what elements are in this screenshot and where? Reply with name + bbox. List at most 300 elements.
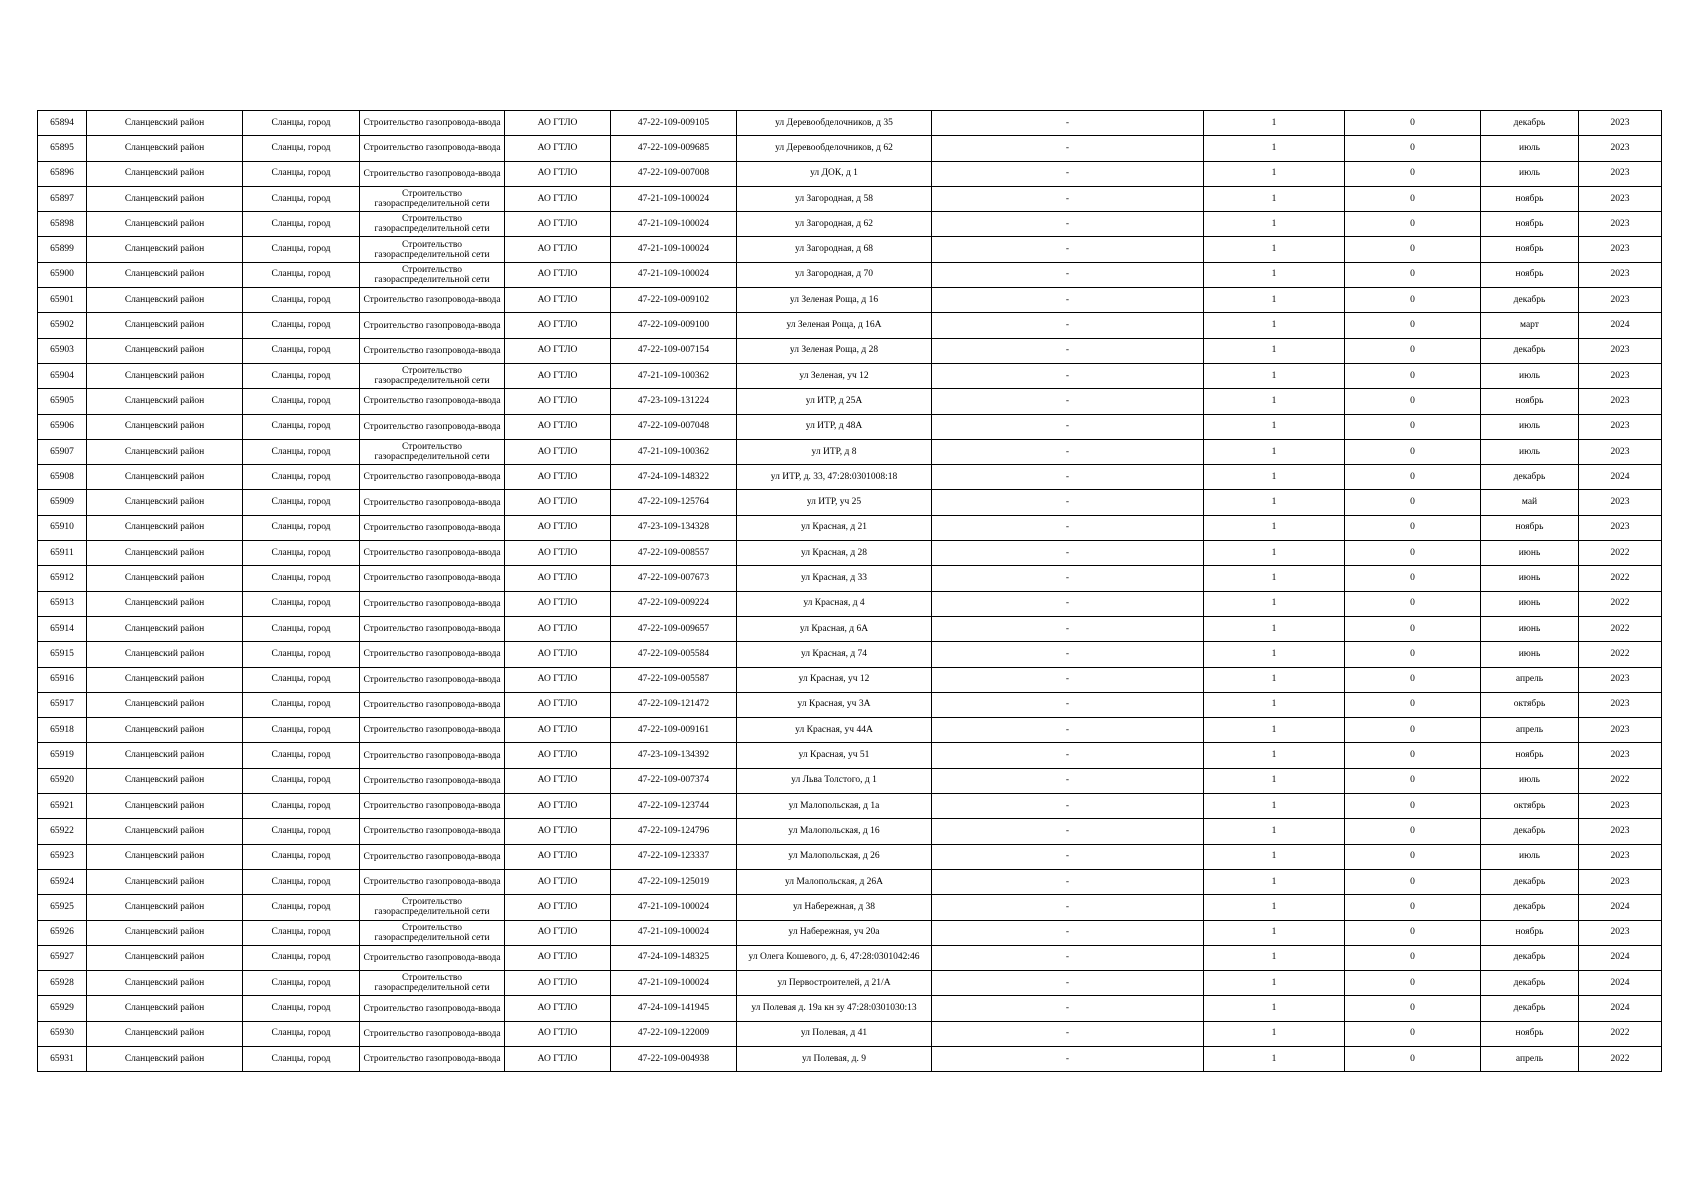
object-code-cell: 47-22-109-125019 [611,869,737,894]
table-row [38,869,1662,894]
district-cell: Сланцевский район [87,288,243,313]
work-type-cell: Строительство газопровода-ввода [360,869,505,894]
month-cell: апрель [1481,1046,1579,1071]
work-type-cell: Строительство газопровода-ввода [360,541,505,566]
month-cell: июнь [1481,642,1579,667]
district-cell: Сланцевский район [87,363,243,388]
month-cell: декабрь [1481,338,1579,363]
row-number-cell: 65903 [38,338,87,363]
work-type-cell: Строительство газопровода-ввода [360,1046,505,1071]
object-code-cell: 47-22-109-123337 [611,844,737,869]
row-number-cell: 65906 [38,414,87,439]
year-cell: 2022 [1579,1046,1662,1071]
settlement-cell: Сланцы, город [243,161,360,186]
year-cell: 2024 [1579,895,1662,920]
table-row [38,718,1662,743]
district-cell: Сланцевский район [87,844,243,869]
work-type-cell: Строительство газораспределительной сети [360,262,505,287]
zero-cell: 0 [1345,363,1481,388]
table-row [38,667,1662,692]
zero-cell: 0 [1345,490,1481,515]
district-cell: Сланцевский район [87,819,243,844]
note-cell: - [932,743,1204,768]
work-type-cell: Строительство газопровода-ввода [360,414,505,439]
address-cell: ул ДОК, д 1 [737,161,932,186]
address-cell: ул Красная, уч 44А [737,718,932,743]
month-cell: ноябрь [1481,515,1579,540]
address-cell: ул Красная, д 4 [737,591,932,616]
address-cell: ул Льва Толстого, д 1 [737,768,932,793]
settlement-cell: Сланцы, город [243,389,360,414]
count-cell: 1 [1204,895,1345,920]
work-type-cell: Строительство газопровода-ввода [360,338,505,363]
settlement-cell: Сланцы, город [243,996,360,1021]
count-cell: 1 [1204,262,1345,287]
note-cell: - [932,363,1204,388]
month-cell: июнь [1481,541,1579,566]
district-cell: Сланцевский район [87,161,243,186]
zero-cell: 0 [1345,566,1481,591]
settlement-cell: Сланцы, город [243,237,360,262]
note-cell: - [932,642,1204,667]
note-cell: - [932,718,1204,743]
table-row [38,186,1662,211]
zero-cell: 0 [1345,869,1481,894]
month-cell: декабрь [1481,895,1579,920]
organization-cell: АО ГТЛО [505,111,611,136]
work-type-cell: Строительство газораспределительной сети [360,363,505,388]
object-code-cell: 47-23-109-134328 [611,515,737,540]
settlement-cell: Сланцы, город [243,439,360,464]
object-code-cell: 47-21-109-100024 [611,971,737,996]
row-number-cell: 65904 [38,363,87,388]
table-row [38,212,1662,237]
count-cell: 1 [1204,692,1345,717]
address-cell: ул Красная, д 21 [737,515,932,540]
row-number-cell: 65917 [38,692,87,717]
row-number-cell: 65929 [38,996,87,1021]
table-row [38,844,1662,869]
zero-cell: 0 [1345,971,1481,996]
zero-cell: 0 [1345,161,1481,186]
address-cell: ул ИТР, уч 25 [737,490,932,515]
work-type-cell: Строительство газопровода-ввода [360,819,505,844]
note-cell: - [932,920,1204,945]
organization-cell: АО ГТЛО [505,971,611,996]
table-row [38,794,1662,819]
month-cell: июль [1481,768,1579,793]
row-number-cell: 65911 [38,541,87,566]
month-cell: июль [1481,844,1579,869]
settlement-cell: Сланцы, город [243,566,360,591]
table-row [38,920,1662,945]
object-code-cell: 47-21-109-100024 [611,262,737,287]
count-cell: 1 [1204,667,1345,692]
address-cell: ул Деревообделочников, д 35 [737,111,932,136]
count-cell: 1 [1204,743,1345,768]
work-type-cell: Строительство газопровода-ввода [360,743,505,768]
count-cell: 1 [1204,768,1345,793]
organization-cell: АО ГТЛО [505,414,611,439]
address-cell: ул Малопольская, д 26А [737,869,932,894]
address-cell: ул Красная, д 74 [737,642,932,667]
object-code-cell: 47-22-109-124796 [611,819,737,844]
year-cell: 2023 [1579,136,1662,161]
month-cell: декабрь [1481,971,1579,996]
year-cell: 2023 [1579,515,1662,540]
address-cell: ул Красная, уч 51 [737,743,932,768]
month-cell: май [1481,490,1579,515]
table-row [38,111,1662,136]
year-cell: 2023 [1579,718,1662,743]
year-cell: 2023 [1579,743,1662,768]
table-row [38,819,1662,844]
zero-cell: 0 [1345,743,1481,768]
note-cell: - [932,111,1204,136]
settlement-cell: Сланцы, город [243,1021,360,1046]
address-cell: ул Загородная, д 70 [737,262,932,287]
note-cell: - [932,996,1204,1021]
count-cell: 1 [1204,338,1345,363]
table-row [38,515,1662,540]
table-row [38,439,1662,464]
settlement-cell: Сланцы, город [243,515,360,540]
settlement-cell: Сланцы, город [243,945,360,970]
organization-cell: АО ГТЛО [505,718,611,743]
settlement-cell: Сланцы, город [243,1046,360,1071]
settlement-cell: Сланцы, город [243,186,360,211]
work-type-cell: Строительство газопровода-ввода [360,1021,505,1046]
settlement-cell: Сланцы, город [243,768,360,793]
work-type-cell: Строительство газораспределительной сети [360,237,505,262]
zero-cell: 0 [1345,515,1481,540]
settlement-cell: Сланцы, город [243,971,360,996]
note-cell: - [932,313,1204,338]
district-cell: Сланцевский район [87,541,243,566]
table-row [38,566,1662,591]
zero-cell: 0 [1345,718,1481,743]
address-cell: ул Олега Кошевого, д. 6, 47:28:0301042:46 [737,945,932,970]
count-cell: 1 [1204,566,1345,591]
district-cell: Сланцевский район [87,1021,243,1046]
month-cell: июль [1481,414,1579,439]
month-cell: апрель [1481,718,1579,743]
year-cell: 2023 [1579,414,1662,439]
settlement-cell: Сланцы, город [243,616,360,641]
count-cell: 1 [1204,111,1345,136]
table-row [38,465,1662,490]
count-cell: 1 [1204,591,1345,616]
note-cell: - [932,616,1204,641]
work-type-cell: Строительство газопровода-ввода [360,313,505,338]
row-number-cell: 65920 [38,768,87,793]
zero-cell: 0 [1345,465,1481,490]
zero-cell: 0 [1345,338,1481,363]
organization-cell: АО ГТЛО [505,313,611,338]
year-cell: 2023 [1579,819,1662,844]
year-cell: 2023 [1579,490,1662,515]
organization-cell: АО ГТЛО [505,515,611,540]
organization-cell: АО ГТЛО [505,895,611,920]
work-type-cell: Строительство газопровода-ввода [360,718,505,743]
district-cell: Сланцевский район [87,566,243,591]
settlement-cell: Сланцы, город [243,212,360,237]
settlement-cell: Сланцы, город [243,490,360,515]
month-cell: декабрь [1481,996,1579,1021]
month-cell: июль [1481,136,1579,161]
year-cell: 2023 [1579,844,1662,869]
count-cell: 1 [1204,136,1345,161]
count-cell: 1 [1204,718,1345,743]
object-code-cell: 47-22-109-009161 [611,718,737,743]
note-cell: - [932,794,1204,819]
table-row [38,743,1662,768]
district-cell: Сланцевский район [87,439,243,464]
note-cell: - [932,692,1204,717]
note-cell: - [932,515,1204,540]
district-cell: Сланцевский район [87,768,243,793]
year-cell: 2022 [1579,591,1662,616]
address-cell: ул Деревообделочников, д 62 [737,136,932,161]
address-cell: ул Полевая, д 41 [737,1021,932,1046]
month-cell: ноябрь [1481,262,1579,287]
address-cell: ул Полевая д. 19а кн зу 47:28:0301030:13 [737,996,932,1021]
district-cell: Сланцевский район [87,212,243,237]
row-number-cell: 65910 [38,515,87,540]
address-cell: ул Малопольская, д 26 [737,844,932,869]
row-number-cell: 65900 [38,262,87,287]
work-type-cell: Строительство газопровода-ввода [360,794,505,819]
address-cell: ул Малопольская, д 16 [737,819,932,844]
district-cell: Сланцевский район [87,262,243,287]
settlement-cell: Сланцы, город [243,338,360,363]
district-cell: Сланцевский район [87,667,243,692]
district-cell: Сланцевский район [87,996,243,1021]
object-code-cell: 47-23-109-131224 [611,389,737,414]
month-cell: ноябрь [1481,212,1579,237]
month-cell: ноябрь [1481,186,1579,211]
district-cell: Сланцевский район [87,920,243,945]
settlement-cell: Сланцы, город [243,591,360,616]
year-cell: 2023 [1579,262,1662,287]
table-body [38,111,1662,1072]
year-cell: 2023 [1579,111,1662,136]
year-cell: 2022 [1579,1021,1662,1046]
organization-cell: АО ГТЛО [505,161,611,186]
year-cell: 2023 [1579,237,1662,262]
count-cell: 1 [1204,920,1345,945]
settlement-cell: Сланцы, город [243,794,360,819]
year-cell: 2023 [1579,692,1662,717]
organization-cell: АО ГТЛО [505,768,611,793]
month-cell: ноябрь [1481,1021,1579,1046]
address-cell: ул Полевая, д. 9 [737,1046,932,1071]
zero-cell: 0 [1345,313,1481,338]
note-cell: - [932,237,1204,262]
row-number-cell: 65902 [38,313,87,338]
note-cell: - [932,288,1204,313]
organization-cell: АО ГТЛО [505,945,611,970]
note-cell: - [932,490,1204,515]
zero-cell: 0 [1345,895,1481,920]
row-number-cell: 65928 [38,971,87,996]
settlement-cell: Сланцы, город [243,895,360,920]
row-number-cell: 65927 [38,945,87,970]
note-cell: - [932,819,1204,844]
row-number-cell: 65909 [38,490,87,515]
district-cell: Сланцевский район [87,515,243,540]
organization-cell: АО ГТЛО [505,642,611,667]
object-code-cell: 47-21-109-100362 [611,439,737,464]
note-cell: - [932,262,1204,287]
district-cell: Сланцевский район [87,338,243,363]
month-cell: декабрь [1481,465,1579,490]
count-cell: 1 [1204,996,1345,1021]
organization-cell: АО ГТЛО [505,566,611,591]
year-cell: 2023 [1579,439,1662,464]
address-cell: ул Зеленая Роща, д 16А [737,313,932,338]
count-cell: 1 [1204,186,1345,211]
object-code-cell: 47-22-109-009224 [611,591,737,616]
row-number-cell: 65922 [38,819,87,844]
month-cell: июль [1481,363,1579,388]
table-row [38,237,1662,262]
organization-cell: АО ГТЛО [505,794,611,819]
month-cell: ноябрь [1481,237,1579,262]
note-cell: - [932,667,1204,692]
table-row [38,692,1662,717]
work-type-cell: Строительство газопровода-ввода [360,692,505,717]
table-row [38,262,1662,287]
year-cell: 2023 [1579,667,1662,692]
month-cell: декабрь [1481,869,1579,894]
year-cell: 2023 [1579,794,1662,819]
organization-cell: АО ГТЛО [505,212,611,237]
settlement-cell: Сланцы, город [243,111,360,136]
year-cell: 2022 [1579,566,1662,591]
table-row [38,389,1662,414]
year-cell: 2023 [1579,363,1662,388]
note-cell: - [932,338,1204,363]
object-code-cell: 47-21-109-100024 [611,920,737,945]
count-cell: 1 [1204,288,1345,313]
district-cell: Сланцевский район [87,186,243,211]
object-code-cell: 47-22-109-005587 [611,667,737,692]
row-number-cell: 65912 [38,566,87,591]
month-cell: октябрь [1481,794,1579,819]
row-number-cell: 65931 [38,1046,87,1071]
year-cell: 2023 [1579,869,1662,894]
address-cell: ул Малопольская, д 1а [737,794,932,819]
district-cell: Сланцевский район [87,1046,243,1071]
note-cell: - [932,844,1204,869]
district-cell: Сланцевский район [87,111,243,136]
address-cell: ул Красная, д 33 [737,566,932,591]
zero-cell: 0 [1345,262,1481,287]
table-row [38,1046,1662,1071]
organization-cell: АО ГТЛО [505,262,611,287]
district-cell: Сланцевский район [87,945,243,970]
organization-cell: АО ГТЛО [505,869,611,894]
district-cell: Сланцевский район [87,490,243,515]
year-cell: 2023 [1579,212,1662,237]
organization-cell: АО ГТЛО [505,338,611,363]
table-row [38,768,1662,793]
district-cell: Сланцевский район [87,718,243,743]
row-number-cell: 65924 [38,869,87,894]
work-type-cell: Строительство газораспределительной сети [360,920,505,945]
object-code-cell: 47-22-109-007008 [611,161,737,186]
address-cell: ул Зеленая Роща, д 28 [737,338,932,363]
zero-cell: 0 [1345,541,1481,566]
row-number-cell: 65921 [38,794,87,819]
zero-cell: 0 [1345,667,1481,692]
row-number-cell: 65918 [38,718,87,743]
object-code-cell: 47-22-109-008557 [611,541,737,566]
table-row [38,591,1662,616]
year-cell: 2022 [1579,768,1662,793]
month-cell: апрель [1481,667,1579,692]
row-number-cell: 65896 [38,161,87,186]
organization-cell: АО ГТЛО [505,288,611,313]
month-cell: декабрь [1481,819,1579,844]
note-cell: - [932,895,1204,920]
settlement-cell: Сланцы, город [243,414,360,439]
row-number-cell: 65916 [38,667,87,692]
zero-cell: 0 [1345,920,1481,945]
district-cell: Сланцевский район [87,642,243,667]
year-cell: 2024 [1579,313,1662,338]
count-cell: 1 [1204,1046,1345,1071]
note-cell: - [932,869,1204,894]
settlement-cell: Сланцы, город [243,819,360,844]
district-cell: Сланцевский район [87,465,243,490]
table-row [38,642,1662,667]
work-type-cell: Строительство газопровода-ввода [360,111,505,136]
object-code-cell: 47-21-109-100024 [611,895,737,920]
month-cell: июнь [1481,616,1579,641]
object-code-cell: 47-21-109-100024 [611,237,737,262]
year-cell: 2024 [1579,945,1662,970]
zero-cell: 0 [1345,212,1481,237]
row-number-cell: 65915 [38,642,87,667]
note-cell: - [932,566,1204,591]
table-row [38,1021,1662,1046]
address-cell: ул Загородная, д 68 [737,237,932,262]
month-cell: июнь [1481,566,1579,591]
work-type-cell: Строительство газопровода-ввода [360,945,505,970]
district-cell: Сланцевский район [87,237,243,262]
month-cell: июль [1481,439,1579,464]
note-cell: - [932,971,1204,996]
note-cell: - [932,212,1204,237]
year-cell: 2022 [1579,642,1662,667]
organization-cell: АО ГТЛО [505,667,611,692]
address-cell: ул ИТР, д 25А [737,389,932,414]
work-type-cell: Строительство газопровода-ввода [360,996,505,1021]
note-cell: - [932,768,1204,793]
district-cell: Сланцевский район [87,136,243,161]
year-cell: 2023 [1579,161,1662,186]
district-cell: Сланцевский район [87,743,243,768]
note-cell: - [932,591,1204,616]
row-number-cell: 65898 [38,212,87,237]
work-type-cell: Строительство газопровода-ввода [360,844,505,869]
row-number-cell: 65907 [38,439,87,464]
year-cell: 2022 [1579,541,1662,566]
work-type-cell: Строительство газопровода-ввода [360,566,505,591]
address-cell: ул Зеленая Роща, д 16 [737,288,932,313]
